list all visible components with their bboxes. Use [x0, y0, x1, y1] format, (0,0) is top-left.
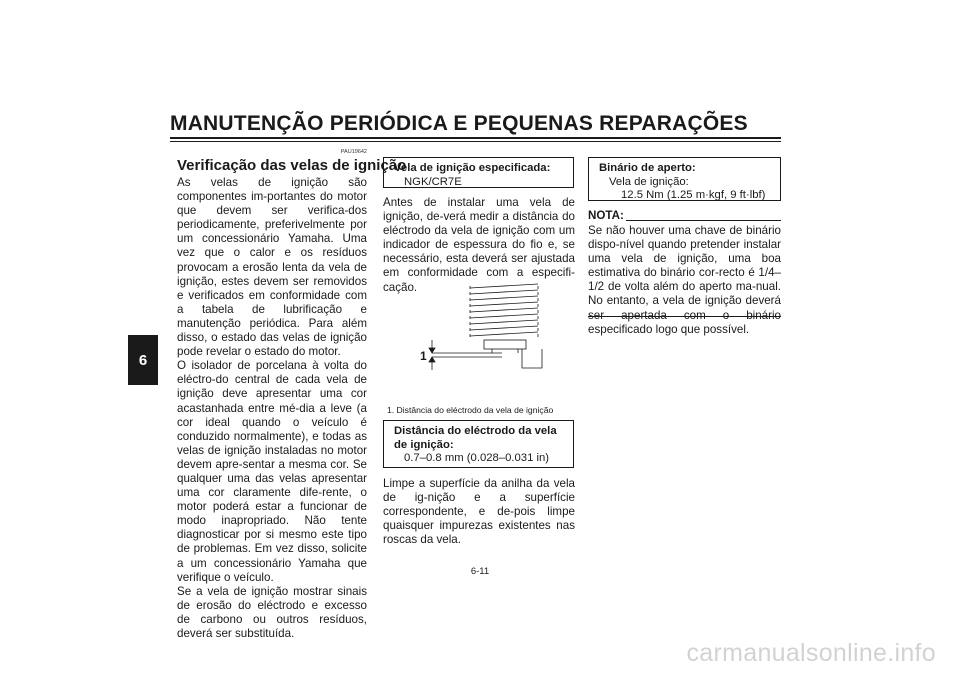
section-code: PAU19642	[340, 149, 367, 155]
chapter-tab: 6	[128, 335, 158, 385]
note-rule	[626, 220, 781, 221]
spec-torque-value: 12.5 Nm (1.25 m·kgf, 9 ft·lbf)	[621, 189, 766, 201]
page-title: MANUTENÇÃO PERIÓDICA E PEQUENAS REPARAÇÕES	[170, 112, 748, 135]
spec-torque-sublabel: Vela de ignição:	[609, 175, 689, 188]
spec-box-plug	[383, 157, 574, 188]
spec-torque-label: Binário de aperto:	[599, 162, 696, 174]
spec-box-gap	[383, 420, 574, 468]
spec-gap-value: 0.7–0.8 mm (0.028–0.031 in)	[404, 452, 550, 464]
spec-plug-value: NGK/CR7E	[404, 175, 462, 188]
install-paragraph: Antes de instalar uma vela de ignição, de-verá medir a distância do eléctrodo da vela de ignição com um indicador de espessura do fio e, se necessário, esta deverá ser ajustada em conformidade com a especifi-cação.	[383, 196, 575, 294]
note-end-rule	[588, 316, 781, 317]
note-text: Se não houver uma chave de binário dispo-nível quando pretender instalar uma vela de ignição, uma boa estimativa do binário cor-recto é 1/4–1/2 de volta além do aperto ma-nual. No entanto, a vela de ignição deverá especificado logo que possível.	[588, 224, 781, 336]
page-number: 6-11	[470, 566, 490, 577]
section-heading: Verificação das velas de ignição	[177, 157, 407, 174]
column-1	[177, 148, 407, 641]
title-rule-thin	[170, 141, 781, 142]
note-label: NOTA:	[588, 209, 624, 222]
clean-paragraph: Limpe a superfície da anilha da vela de ig-nição e a superfície correspondente, e de-pois limpe quaisquer impurezas existentes nas roscas da vela.	[383, 477, 575, 547]
spark-plug-figure	[410, 278, 550, 373]
watermark: carmanualsonline.info	[686, 639, 936, 667]
paragraph-insulator: O isolador de porcelana à volta do eléctro-do central de cada vela de ignição deve apresentar uma cor acastanhada entre mé-dia a leve (a cor ideal quando o veículo é conduzido normalmente), e todas as velas de ignição instaladas no motor devem apre-sentar a mesma cor. Se qualquer uma das velas apresentar uma cor claramente dife-rente, o motor poderá estar a funcionar de modo inapropriado. Não tente diagnosticar por si mesmo este tipo de problemas. Em vez disso, solicite a um concessionário Yamaha que verifique o veículo.	[177, 359, 367, 584]
spark-plug-illustration	[429, 284, 542, 370]
spec-gap-label: Distância do eléctrodo da vela de ignição:	[394, 425, 557, 451]
paragraph-replace: Se a vela de ignição mostrar sinais de erosão do eléctrodo e excesso de carbono ou outros resíduos, deverá ser substituída.	[177, 584, 367, 640]
spec-plug-label: Vela de ignição especificada:	[394, 162, 551, 174]
spec-box-torque	[588, 157, 781, 201]
figure-callout: 1	[420, 349, 427, 363]
title-rule	[170, 137, 781, 139]
note-header	[588, 209, 781, 223]
figure-caption: 1. Distância do eléctrodo da vela de ignição	[387, 405, 554, 415]
paragraph-intro: As velas de ignição são componentes im-portantes do motor que devem ser verifica-dos periodicamente, preferivelmente por um concessionário Yamaha. Uma vez que o calor e os resíduos provocam a erosão lenta da vela de ignição, estes devem ser removidos e verificados em conformidade com a tabela de lubrificação e manutenção periódica. Para além disso, o estado das velas de ignição pode revelar o estado do motor.	[177, 176, 367, 359]
